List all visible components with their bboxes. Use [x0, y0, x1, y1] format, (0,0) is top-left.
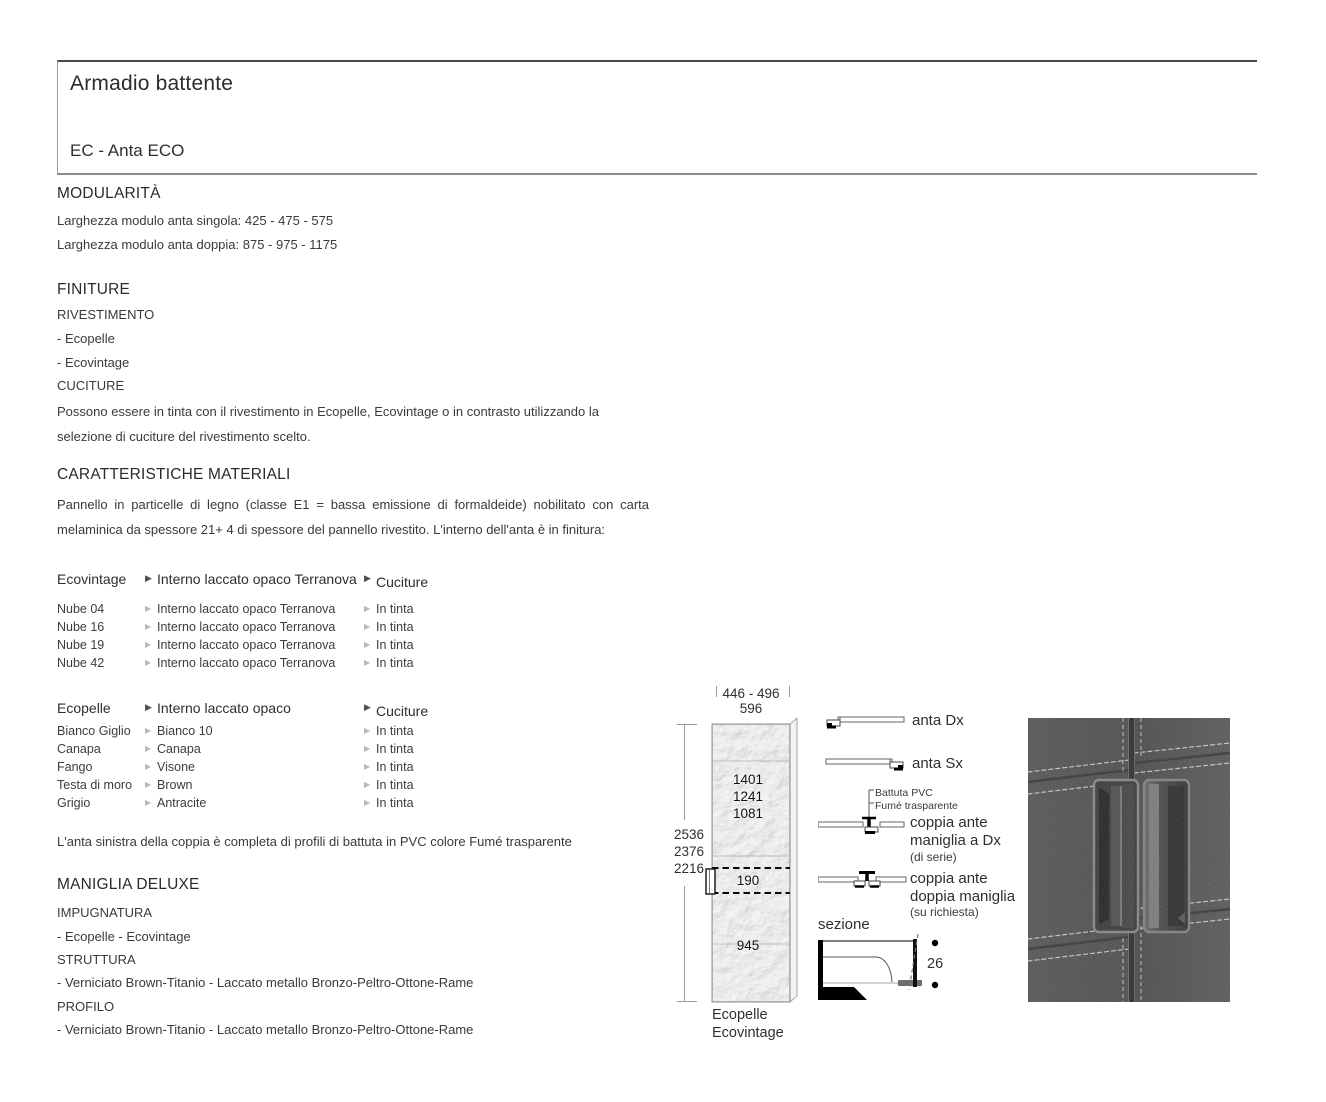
arrow-bullet-icon: ▶: [364, 744, 371, 753]
coppia-doppia-note: (su richiesta): [910, 905, 979, 919]
maniglia-line: - Ecopelle - Ecovintage: [57, 929, 191, 944]
finish-name: Canapa: [57, 742, 101, 756]
modularita-line: Larghezza modulo anta doppia: 875 - 975 - 1175: [57, 237, 338, 252]
battuta-note: L'anta sinistra della coppia è completa di profili di battuta in PVC colore Fumé trasparente: [57, 834, 572, 849]
finish-name: Testa di moro: [57, 778, 133, 792]
finish-group-label: Ecopelle: [57, 700, 111, 716]
arrow-bullet-icon: ▶: [364, 780, 371, 789]
interior-column-header: Interno laccato opaco Terranova: [157, 571, 357, 587]
arrow-bullet-icon: ▶: [145, 780, 152, 789]
finish-name: Grigio: [57, 796, 91, 810]
interior-column-header: Interno laccato opaco: [157, 700, 291, 716]
stitching-value: In tinta: [376, 620, 414, 634]
finiture-line: RIVESTIMENTO: [57, 307, 155, 322]
arrow-bullet-icon: ▶: [145, 726, 152, 735]
panel-dimension-number: 945: [736, 938, 760, 953]
ecopelle-table: [57, 700, 477, 820]
finish-name: Nube 42: [57, 656, 105, 670]
arrow-bullet-icon: ▶: [364, 573, 371, 583]
interior-value: Brown: [157, 778, 193, 792]
finiture-line: CUCITURE: [57, 378, 125, 393]
height-dim-tick: [677, 1001, 697, 1002]
anta-sx-schematic: [824, 752, 908, 781]
stitching-value: In tinta: [376, 796, 414, 810]
arrow-bullet-icon: ▶: [145, 573, 152, 583]
arrow-bullet-icon: ▶: [364, 658, 371, 667]
arrow-bullet-icon: ▶: [145, 658, 152, 667]
coppia-dx-label: coppia ante: [910, 814, 988, 831]
panel-dimension-number: 1241: [732, 789, 764, 804]
stitching-column-header: Cuciture: [376, 703, 429, 719]
section-dimension-label: 26: [927, 956, 944, 972]
door-photo: [1028, 718, 1230, 1002]
maniglia-line: IMPUGNATURA: [57, 905, 153, 920]
width-dimension-label: 596: [739, 701, 763, 716]
maniglia-line: - Verniciato Brown-Titanio - Laccato metallo Bronzo-Peltro-Ottone-Rame: [57, 975, 474, 990]
stitching-value: In tinta: [376, 778, 414, 792]
finiture-line: - Ecopelle: [57, 331, 115, 346]
arrow-bullet-icon: ▶: [364, 702, 371, 712]
panel-dimension-number: 1401: [732, 772, 764, 787]
arrow-bullet-icon: ▶: [364, 762, 371, 771]
maniglia-heading: MANIGLIA DELUXE: [57, 876, 200, 893]
anta-dx-label: anta Dx: [912, 712, 964, 729]
arrow-bullet-icon: ▶: [364, 798, 371, 807]
arrow-bullet-icon: ▶: [364, 604, 371, 613]
modularita-heading: MODULARITÀ: [57, 185, 161, 202]
title-box: [57, 60, 1257, 175]
caratteristiche-paragraph: Pannello in particelle di legno (classe E1 = bassa emissione di formaldeide) nobilitato con carta melaminica da spessore 21+ 4 di spessore del pannello rivestito. L'interno dell'anta è in finitura:: [57, 497, 649, 537]
finish-name: Nube 16: [57, 620, 105, 634]
recessed-handle-left: [1094, 780, 1138, 932]
interior-value: Interno laccato opaco Terranova: [157, 602, 336, 616]
arrow-bullet-icon: ▶: [145, 744, 152, 753]
panel-side-face: [790, 718, 797, 1002]
height-dimension-label: 2216: [673, 861, 704, 876]
page-title: Armadio battente: [70, 72, 234, 95]
interior-value: Canapa: [157, 742, 201, 756]
stitching-value: In tinta: [376, 602, 414, 616]
ecovintage-table: [57, 571, 477, 681]
height-dimension-label: 2376: [673, 844, 704, 859]
modularita-line: Larghezza modulo anta singola: 425 - 475 - 575: [57, 213, 334, 228]
coppia-doppia-label: doppia maniglia: [910, 888, 1016, 905]
finish-name: Nube 19: [57, 638, 105, 652]
coppia-dx-note: (di serie): [910, 850, 957, 864]
height-dim-line: [684, 724, 685, 820]
finish-name: Fango: [57, 760, 93, 774]
height-dim-line: [684, 886, 685, 1001]
coppia-doppia-schematic: [818, 870, 910, 899]
sezione-label: sezione: [818, 916, 870, 933]
page-subtitle: EC - Anta ECO: [70, 141, 185, 160]
arrow-bullet-icon: ▶: [145, 622, 152, 631]
height-dim-tick: [677, 724, 697, 725]
maniglia-line: - Verniciato Brown-Titanio - Laccato metallo Bronzo-Peltro-Ottone-Rame: [57, 1022, 474, 1037]
stitching-value: In tinta: [376, 742, 414, 756]
anta-sx-label: anta Sx: [912, 755, 963, 772]
cuciture-paragraph: Possono essere in tinta con il rivestimento in Ecopelle, Ecovintage o in contrasto utilizzando la selezione di cuciture del rivestimento scelto.: [57, 404, 599, 444]
arrow-bullet-icon: ▶: [145, 702, 152, 712]
panel-dimension-number: 1081: [732, 806, 764, 821]
interior-value: Interno laccato opaco Terranova: [157, 620, 336, 634]
maniglia-line: STRUTTURA: [57, 952, 136, 967]
leather-texture: [713, 725, 789, 1001]
anta-dx-schematic: [824, 710, 908, 739]
caratteristiche-heading: CARATTERISTICHE MATERIALI: [57, 466, 291, 483]
panel-caption: Ecopelle: [712, 1007, 768, 1023]
recessed-handle-right: [1144, 780, 1189, 932]
arrow-bullet-icon: ▶: [364, 726, 371, 735]
arrow-bullet-icon: ▶: [145, 762, 152, 771]
battuta-callout-label: Fumé trasparente: [875, 800, 958, 812]
stitching-value: In tinta: [376, 760, 414, 774]
panel-front-view: [704, 716, 800, 1008]
interior-value: Interno laccato opaco Terranova: [157, 656, 336, 670]
stitching-column-header: Cuciture: [376, 574, 429, 590]
coppia-dx-label: maniglia a Dx: [910, 832, 1001, 849]
arrow-bullet-icon: ▶: [364, 640, 371, 649]
panel-drawing: [704, 716, 800, 1008]
coppia-doppia-label: coppia ante: [910, 870, 988, 887]
stitching-value: In tinta: [376, 638, 414, 652]
width-dimension-label: 446 - 496: [722, 686, 780, 701]
maniglia-line: PROFILO: [57, 999, 115, 1014]
arrow-bullet-icon: ▶: [145, 640, 152, 649]
finiture-line: - Ecovintage: [57, 355, 130, 370]
finish-name: Nube 04: [57, 602, 105, 616]
finish-group-label: Ecovintage: [57, 571, 127, 587]
panel-caption: Ecovintage: [712, 1025, 784, 1041]
finiture-heading: FINITURE: [57, 281, 131, 298]
interior-value: Antracite: [157, 796, 207, 810]
interior-value: Interno laccato opaco Terranova: [157, 638, 336, 652]
interior-value: Visone: [157, 760, 195, 774]
door-photo-image: [1028, 718, 1230, 1002]
finish-name: Bianco Giglio: [57, 724, 131, 738]
section-base-profile: [818, 987, 867, 1000]
stitching-value: In tinta: [376, 656, 414, 670]
arrow-bullet-icon: ▶: [145, 604, 152, 613]
coppia-maniglia-dx-schematic: [818, 815, 910, 844]
arrow-bullet-icon: ▶: [145, 798, 152, 807]
battuta-callout-label: Battuta PVC: [875, 787, 933, 799]
arrow-bullet-icon: ▶: [364, 622, 371, 631]
interior-value: Bianco 10: [157, 724, 213, 738]
panel-dimension-number: 190: [736, 873, 760, 888]
stitching-value: In tinta: [376, 724, 414, 738]
height-dimension-label: 2536: [673, 827, 704, 842]
